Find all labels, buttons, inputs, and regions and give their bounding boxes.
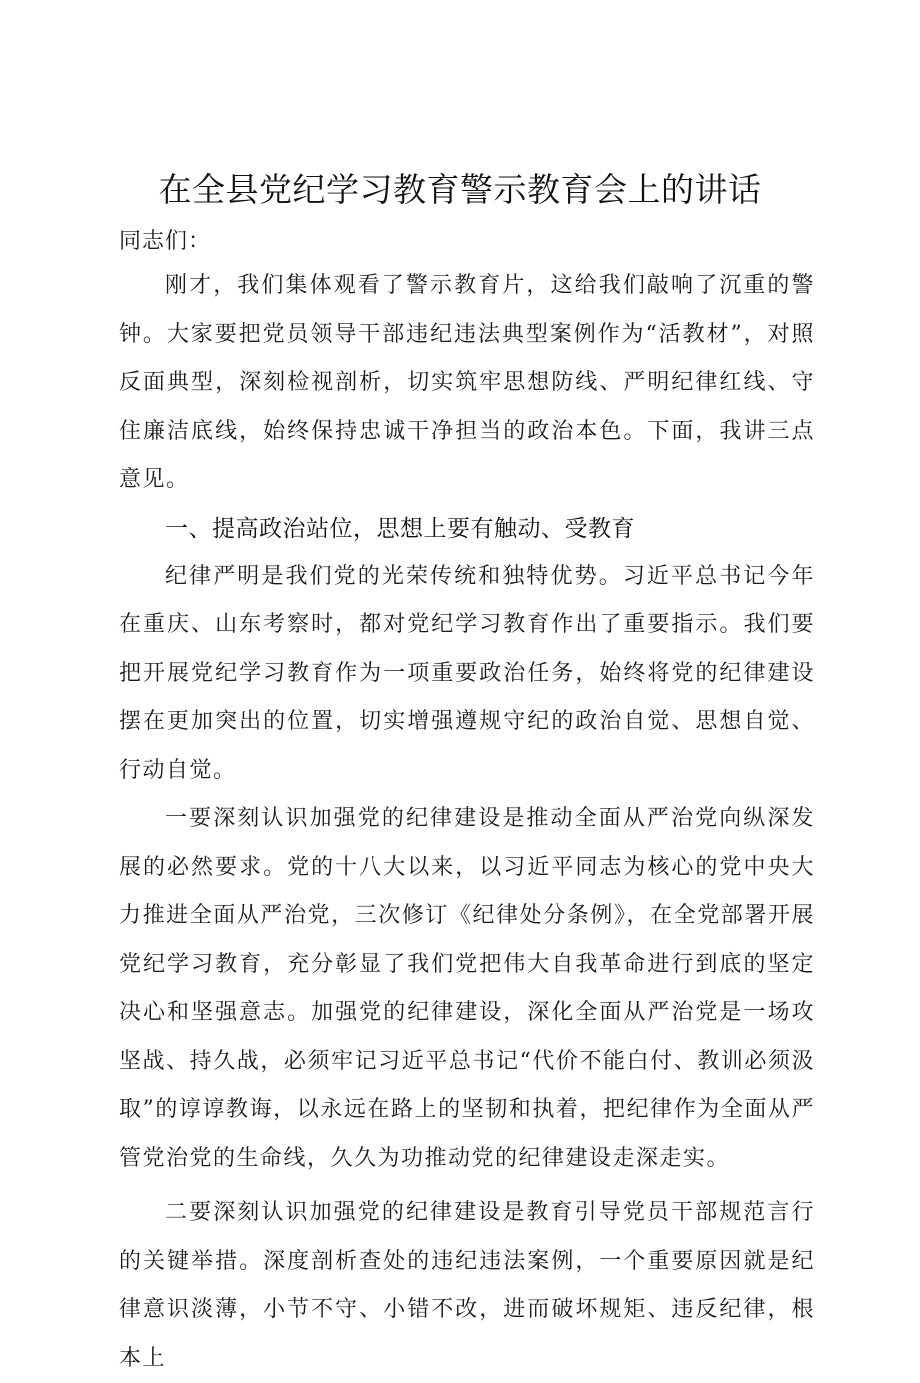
section1-paragraph-3: 二要深刻认识加强党的纪律建设是教育引导党员干部规范言行的关键举措。深度剖析查处的违纪违法案例，一个重要原因就是纪律意识淡薄，小节不守、小错不改，进而破坏规矩、违反纪律，根本上 [119, 1200, 815, 1371]
document-body [119, 226, 815, 1383]
salutation: 同志们： [119, 229, 212, 254]
section1-paragraph-1: 纪律严明是我们党的光荣传统和独特优势。习近平总书记今年在重庆、山东考察时，都对党纪学习教育作出了重要指示。我们要把开展党纪学习教育作为一项重要政治任务，始终将党的纪律建设摆在更加突出的位置，切实增强遵规守纪的政治自觉、思想自觉、行动自觉。 [119, 563, 815, 783]
section1-paragraph-2: 一要深刻认识加强党的纪律建设是推动全面从严治党向纵深发展的必然要求。党的十八大以来，以习近平同志为核心的党中央大力推进全面从严治党，三次修订《纪律处分条例》，在全党部署开展党纪学习教育，充分彰显了我们党把伟大自我革命进行到底的坚定决心和坚强意志。加强党的纪律建设，深化全面从严治党是一场攻坚战、持久战，必须牢记习近平总书记“代价不能白付、教训必须汲取”的谆谆教诲，以永远在路上的坚韧和执着，把纪律作为全面从严管党治党的生命线，久久为功推动党的纪律建设走深走实。 [119, 806, 815, 1171]
document-title: 在全县党纪学习教育警示教育会上的讲话 [158, 170, 762, 209]
opening-paragraph: 刚才，我们集体观看了警示教育片，这给我们敲响了沉重的警钟。大家要把党员领导干部违纪违法典型案例作为“活教材”，对照反面典型，深刻检视剖析，切实筑牢思想防线、严明纪律红线、守住廉洁底线，始终保持忠诚干净担当的政治本色。下面，我讲三点意见。 [119, 273, 815, 492]
section-heading-1: 一、提高政治站位，思想上要有触动、受教育 [165, 515, 635, 542]
